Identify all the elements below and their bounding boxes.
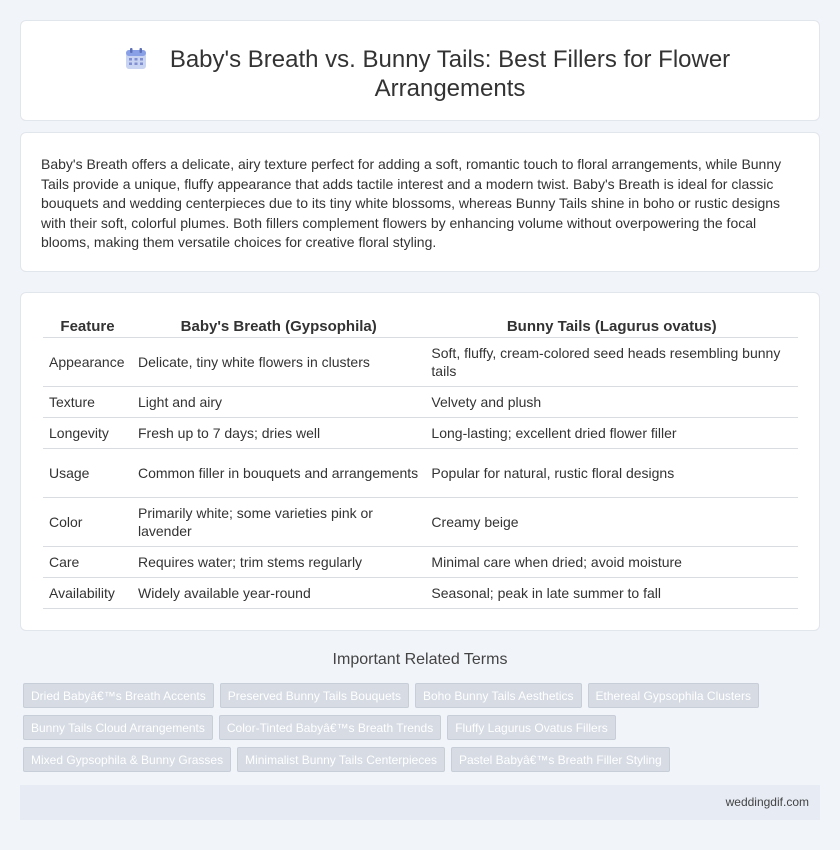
table-cell: Seasonal; peak in late summer to fall	[425, 577, 798, 608]
comparison-table	[43, 315, 798, 609]
table-cell: Soft, fluffy, cream-colored seed heads resembling bunny tails	[425, 337, 798, 386]
tag-label: Pastel Babyâ€™s Breath Filler Styling	[458, 753, 662, 767]
related-term-tag[interactable]	[447, 715, 616, 740]
table-row	[43, 337, 798, 386]
related-term-tag[interactable]	[23, 747, 231, 772]
table-cell: Appearance	[43, 337, 132, 386]
page-title: Baby's Breath vs. Bunny Tails: Best Fillers for Flower Arrangements	[169, 46, 731, 102]
table-row	[43, 577, 798, 608]
header-bunny-tails: Bunny Tails (Lagurus ovatus)	[425, 315, 798, 337]
table-cell: Longevity	[43, 417, 132, 448]
tag-label: Bunny Tails Cloud Arrangements	[31, 721, 205, 735]
related-terms-title: Important Related Terms	[332, 651, 508, 668]
table-cell: Primarily white; some varieties pink or lavender	[132, 497, 425, 546]
table-cell: Popular for natural, rustic floral designs	[425, 448, 798, 497]
tag-label: Boho Bunny Tails Aesthetics	[422, 689, 574, 703]
table-cell: Long-lasting; excellent dried flower filler	[425, 417, 798, 448]
table-row	[43, 417, 798, 448]
table-cell: Texture	[43, 386, 132, 417]
table-row	[43, 386, 798, 417]
table-cell: Velvety and plush	[425, 386, 798, 417]
tag-label: Minimalist Bunny Tails Centerpieces	[245, 753, 437, 767]
table-cell: Usage	[43, 448, 132, 497]
tag-label: Fluffy Lagurus Ovatus Fillers	[455, 721, 608, 735]
related-term-tag[interactable]	[23, 683, 214, 708]
table-cell: Color	[43, 497, 132, 546]
table-row	[43, 497, 798, 546]
table-cell: Light and airy	[132, 386, 425, 417]
table-row	[43, 546, 798, 577]
table-header-row	[43, 315, 798, 337]
tag-label: Preserved Bunny Tails Bouquets	[227, 689, 401, 703]
related-term-tag[interactable]	[415, 683, 582, 708]
table-cell: Creamy beige	[425, 497, 798, 546]
footer	[20, 785, 820, 820]
table-cell: Fresh up to 7 days; dries well	[132, 417, 425, 448]
table-cell: Delicate, tiny white flowers in clusters	[132, 337, 425, 386]
table-cell: Requires water; trim stems regularly	[132, 546, 425, 577]
tag-label: Dried Babyâ€™s Breath Accents	[31, 689, 206, 703]
related-term-tag[interactable]	[220, 683, 409, 708]
table-cell: Common filler in bouquets and arrangements	[132, 448, 425, 497]
related-term-tag[interactable]	[237, 747, 445, 772]
header-feature: Feature	[43, 315, 132, 337]
related-term-tag[interactable]	[23, 715, 213, 740]
intro-card	[20, 132, 820, 272]
related-term-tag[interactable]	[219, 715, 441, 740]
table-row	[43, 448, 798, 497]
table-cell: Widely available year-round	[132, 577, 425, 608]
intro-paragraph: Baby's Breath offers a delicate, airy texture perfect for adding a soft, romantic touch to floral arrangements, while Bunny Tails provide a unique, fluffy appearance that adds tactile interest and a modern twist. Baby's Breath is ideal for classic bouquets and wedding centerpieces due to its tiny white blossoms, whereas Bunny Tails shine in boho or rustic designs with their soft, colorful plumes. Both fillers complement flowers by enhancing volume without overpowering the focal blooms, making them versatile choices for creative floral styling.	[41, 156, 782, 251]
footer-site-link[interactable]: weddingdif.com	[725, 795, 809, 809]
comparison-card	[20, 292, 820, 631]
header-babys-breath: Baby's Breath (Gypsophila)	[132, 315, 425, 337]
related-terms-list	[23, 683, 823, 779]
tag-label: Color-Tinted Babyâ€™s Breath Trends	[226, 721, 434, 735]
table-cell: Care	[43, 546, 132, 577]
related-term-tag[interactable]	[451, 747, 670, 772]
table-cell: Minimal care when dried; avoid moisture	[425, 546, 798, 577]
tag-label: Ethereal Gypsophila Clusters	[595, 689, 751, 703]
tag-label: Mixed Gypsophila & Bunny Grasses	[31, 753, 224, 767]
related-term-tag[interactable]	[588, 683, 759, 708]
title-card	[20, 20, 820, 121]
table-cell: Availability	[43, 577, 132, 608]
